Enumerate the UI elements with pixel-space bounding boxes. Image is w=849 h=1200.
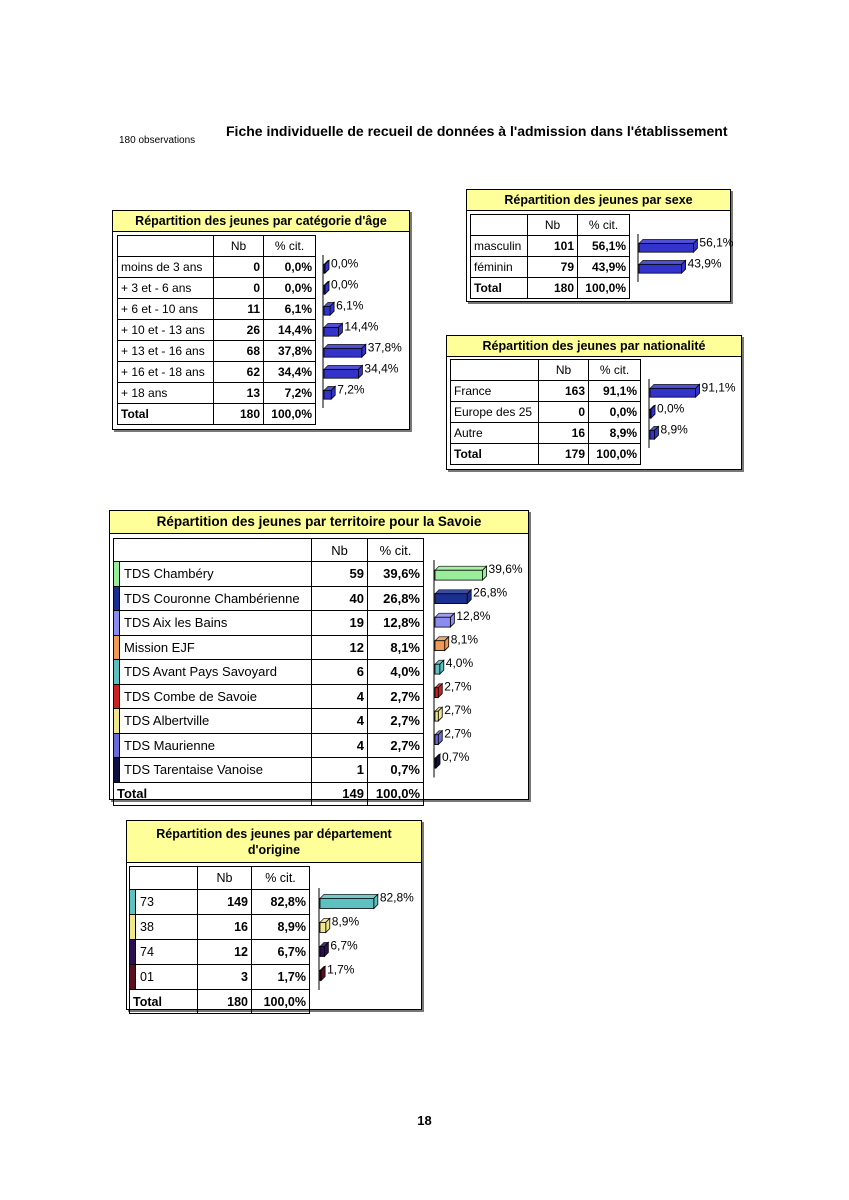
- bar-value-label: 6,7%: [330, 938, 358, 953]
- bar-value-label: 6,1%: [336, 298, 364, 313]
- bar-value-label: 8,9%: [331, 914, 360, 929]
- color-swatch: [130, 915, 136, 939]
- bar: [650, 405, 655, 418]
- row-count: 19: [312, 611, 368, 636]
- table-row: [118, 320, 316, 341]
- color-swatch: [114, 562, 120, 586]
- row-count: 79: [528, 257, 578, 278]
- color-swatch: [130, 890, 136, 914]
- row-count: 3: [198, 965, 252, 990]
- row-label-text: Mission EJF: [124, 639, 195, 655]
- row-label: masculin: [471, 236, 528, 257]
- bar-value-label: 0,7%: [442, 750, 470, 765]
- table-row: [114, 709, 424, 734]
- color-swatch: [114, 587, 120, 611]
- table-row: [451, 381, 641, 402]
- row-percent: 12,8%: [368, 611, 424, 636]
- row-label: [130, 940, 198, 965]
- column-header: [451, 360, 539, 381]
- bar: [435, 731, 442, 745]
- table-row: [114, 611, 424, 636]
- row-percent: 100,0%: [368, 782, 424, 806]
- bar: [324, 344, 366, 357]
- bar-value-label: 43,9%: [687, 256, 722, 271]
- row-label: France: [451, 381, 539, 402]
- row-label: [114, 611, 312, 636]
- row-label: [114, 635, 312, 660]
- row-label-wrap: [114, 734, 311, 758]
- row-count: 149: [312, 782, 368, 806]
- bar: [639, 239, 697, 252]
- row-label-text: 01: [140, 970, 154, 984]
- row-label: + 13 et - 16 ans: [118, 341, 214, 362]
- row-count: 4: [312, 733, 368, 758]
- row-count: 4: [312, 709, 368, 734]
- table-row: [118, 257, 316, 278]
- bar: [435, 707, 442, 721]
- row-label: [114, 562, 312, 587]
- bar-value-label: 14,4%: [344, 319, 379, 334]
- bar-value-label: 2,7%: [444, 726, 472, 741]
- row-percent: 1,7%: [252, 965, 310, 990]
- bar-value-label: 26,8%: [473, 585, 508, 600]
- row-label-wrap: [114, 587, 311, 611]
- row-label: [114, 709, 312, 734]
- color-swatch: [130, 965, 136, 989]
- row-percent: 0,0%: [264, 257, 316, 278]
- row-percent: 0,0%: [264, 278, 316, 299]
- row-label-text: 73: [140, 895, 154, 909]
- row-label: [130, 915, 198, 940]
- row-label-text: TDS Maurienne: [124, 737, 216, 753]
- row-label-wrap: [114, 562, 311, 586]
- row-label: Total: [114, 782, 312, 806]
- bar: [435, 590, 471, 604]
- row-count: 16: [539, 423, 589, 444]
- bar: [650, 426, 658, 439]
- row-label: + 18 ans: [118, 383, 214, 404]
- table-row: [130, 940, 310, 965]
- table-row: [451, 402, 641, 423]
- bar-chart-sexe: [637, 232, 837, 286]
- row-percent: 39,6%: [368, 562, 424, 587]
- row-label: féminin: [471, 257, 528, 278]
- row-label-wrap: [114, 611, 311, 635]
- row-count: 11: [214, 299, 264, 320]
- table-total-row: [451, 444, 641, 465]
- bar: [324, 323, 342, 336]
- column-header: Nb: [528, 215, 578, 236]
- row-percent: 100,0%: [252, 990, 310, 1014]
- table-row: [114, 733, 424, 758]
- row-label-wrap: [114, 636, 311, 660]
- row-count: 4: [312, 684, 368, 709]
- column-header: % cit.: [252, 867, 310, 890]
- table-header-row: [451, 360, 641, 381]
- row-percent: 91,1%: [589, 381, 641, 402]
- row-label: Total: [471, 278, 528, 299]
- row-percent: 6,1%: [264, 299, 316, 320]
- row-percent: 6,7%: [252, 940, 310, 965]
- column-header: % cit.: [589, 360, 641, 381]
- color-swatch: [114, 709, 120, 733]
- row-label: [130, 965, 198, 990]
- color-swatch: [114, 758, 120, 782]
- table-row: [471, 236, 630, 257]
- bar-value-label: 91,1%: [701, 380, 736, 395]
- row-percent: 100,0%: [578, 278, 630, 299]
- bar-value-label: 56,1%: [699, 235, 734, 250]
- table-row: [114, 758, 424, 783]
- row-label: + 10 et - 13 ans: [118, 320, 214, 341]
- row-label: Total: [130, 990, 198, 1014]
- row-percent: 8,9%: [252, 915, 310, 940]
- table-sexe: [470, 214, 630, 299]
- row-label-wrap: [114, 709, 311, 733]
- table-row: [114, 660, 424, 685]
- table-row: [114, 635, 424, 660]
- row-percent: 8,1%: [368, 635, 424, 660]
- row-label-text: TDS Albertville: [124, 713, 210, 729]
- row-label: [130, 890, 198, 915]
- color-swatch: [114, 734, 120, 758]
- bar-value-label: 2,7%: [444, 679, 472, 694]
- bar: [435, 637, 449, 651]
- color-swatch: [130, 940, 136, 964]
- column-header: % cit.: [578, 215, 630, 236]
- bar-value-label: 7,2%: [337, 382, 365, 397]
- row-count: 101: [528, 236, 578, 257]
- bar-value-label: 37,8%: [367, 340, 402, 355]
- bar-chart-departement: [318, 886, 518, 994]
- row-count: 163: [539, 381, 589, 402]
- bar-value-label: 1,7%: [327, 962, 355, 977]
- row-label-text: TDS Combe de Savoie: [124, 688, 257, 704]
- row-count: 16: [198, 915, 252, 940]
- row-label-wrap: [114, 660, 311, 684]
- table-total-row: [471, 278, 630, 299]
- bar-chart-territoire: [433, 558, 633, 782]
- row-count: 26: [214, 320, 264, 341]
- row-percent: 34,4%: [264, 362, 316, 383]
- table-row: [114, 586, 424, 611]
- panel-title-nationalite: Répartition des jeunes par nationalité: [447, 336, 741, 357]
- column-header: [118, 236, 214, 257]
- row-label-text: TDS Tarentaise Vanoise: [124, 762, 263, 778]
- row-percent: 2,7%: [368, 709, 424, 734]
- table-row: [118, 278, 316, 299]
- table-header-row: [130, 867, 310, 890]
- bar: [324, 365, 362, 378]
- table-header-row: [471, 215, 630, 236]
- bar-value-label: 4,0%: [445, 656, 474, 671]
- row-label-text: TDS Avant Pays Savoyard: [124, 664, 277, 680]
- row-label-wrap: [130, 915, 197, 939]
- bar: [435, 660, 444, 674]
- bar: [320, 942, 328, 956]
- row-label-wrap: [130, 965, 197, 989]
- row-percent: 100,0%: [264, 404, 316, 425]
- bar-chart-nationalite: [648, 377, 848, 452]
- row-percent: 56,1%: [578, 236, 630, 257]
- row-count: 0: [539, 402, 589, 423]
- table-row: [118, 383, 316, 404]
- row-percent: 37,8%: [264, 341, 316, 362]
- table-row: [118, 362, 316, 383]
- row-label: [114, 660, 312, 685]
- row-label: Autre: [451, 423, 539, 444]
- bar-value-label: 34,4%: [364, 361, 399, 376]
- color-swatch: [114, 636, 120, 660]
- column-header: Nb: [214, 236, 264, 257]
- table-nationalite: [450, 359, 641, 465]
- table-row: [114, 684, 424, 709]
- row-percent: 14,4%: [264, 320, 316, 341]
- row-percent: 7,2%: [264, 383, 316, 404]
- row-count: 149: [198, 890, 252, 915]
- column-header: % cit.: [368, 539, 424, 562]
- column-header: [471, 215, 528, 236]
- row-count: 180: [528, 278, 578, 299]
- column-header: Nb: [198, 867, 252, 890]
- row-percent: 82,8%: [252, 890, 310, 915]
- table-row: [451, 423, 641, 444]
- table-row: [130, 890, 310, 915]
- bar-value-label: 2,7%: [444, 703, 472, 718]
- table-departement: [129, 866, 310, 1014]
- row-count: 59: [312, 562, 368, 587]
- bar: [324, 386, 335, 399]
- table-total-row: [114, 782, 424, 806]
- row-count: 180: [198, 990, 252, 1014]
- column-header: Nb: [539, 360, 589, 381]
- row-label-text: 74: [140, 945, 154, 959]
- row-percent: 4,0%: [368, 660, 424, 685]
- bar: [324, 302, 334, 315]
- table-row: [471, 257, 630, 278]
- bar-value-label: 82,8%: [379, 890, 414, 905]
- row-percent: 2,7%: [368, 733, 424, 758]
- row-percent: 100,0%: [589, 444, 641, 465]
- column-header: [114, 539, 312, 562]
- row-label: [114, 733, 312, 758]
- row-count: 0: [214, 278, 264, 299]
- bar: [639, 260, 686, 273]
- panel-title-age: Répartition des jeunes par catégorie d'âge: [113, 211, 409, 232]
- table-age: [117, 235, 316, 425]
- column-header: Nb: [312, 539, 368, 562]
- row-count: 12: [198, 940, 252, 965]
- row-label-text: TDS Couronne Chambérienne: [124, 590, 300, 606]
- row-label: + 16 et - 18 ans: [118, 362, 214, 383]
- table-total-row: [130, 990, 310, 1014]
- row-count: 0: [214, 257, 264, 278]
- table-row: [118, 341, 316, 362]
- row-label: [114, 586, 312, 611]
- row-label-wrap: [114, 758, 311, 782]
- table-header-row: [114, 539, 424, 562]
- row-label: Total: [451, 444, 539, 465]
- table-row: [130, 915, 310, 940]
- row-count: 12: [312, 635, 368, 660]
- bar: [320, 894, 378, 908]
- bar: [324, 260, 329, 273]
- bar: [650, 384, 700, 397]
- table-row: [130, 965, 310, 990]
- bar-value-label: 39,6%: [488, 562, 523, 577]
- bar-value-label: 0,0%: [331, 256, 359, 271]
- row-label-wrap: [114, 685, 311, 709]
- table-header-row: [118, 236, 316, 257]
- row-percent: 43,9%: [578, 257, 630, 278]
- bar-value-label: 0,0%: [331, 277, 359, 292]
- row-count: 62: [214, 362, 264, 383]
- bar: [320, 918, 330, 932]
- color-swatch: [114, 660, 120, 684]
- row-label: moins de 3 ans: [118, 257, 214, 278]
- row-label: [114, 758, 312, 783]
- row-label-wrap: [130, 890, 197, 914]
- panel-title-sexe: Répartition des jeunes par sexe: [467, 190, 730, 211]
- row-percent: 26,8%: [368, 586, 424, 611]
- row-label: [114, 684, 312, 709]
- table-territoire: [113, 538, 424, 806]
- bar: [435, 684, 442, 698]
- row-count: 40: [312, 586, 368, 611]
- table-row: [118, 299, 316, 320]
- bar-value-label: 8,9%: [660, 422, 688, 437]
- row-percent: 8,9%: [589, 423, 641, 444]
- row-label: + 6 et - 10 ans: [118, 299, 214, 320]
- page-title: Fiche individuelle de recueil de données à l'admission dans l'établissement: [226, 123, 728, 139]
- bar-value-label: 8,1%: [450, 632, 479, 647]
- row-count: 1: [312, 758, 368, 783]
- bar-value-label: 12,8%: [456, 609, 491, 624]
- row-count: 179: [539, 444, 589, 465]
- bar: [435, 566, 487, 580]
- page-number: 18: [417, 1113, 432, 1128]
- row-count: 6: [312, 660, 368, 685]
- color-swatch: [114, 685, 120, 709]
- row-count: 180: [214, 404, 264, 425]
- row-label: + 3 et - 6 ans: [118, 278, 214, 299]
- color-swatch: [114, 611, 120, 635]
- table-row: [114, 562, 424, 587]
- row-label-text: TDS Aix les Bains: [124, 615, 228, 631]
- row-percent: 0,0%: [589, 402, 641, 423]
- row-percent: 2,7%: [368, 684, 424, 709]
- observations-count: 180 observations: [119, 135, 196, 146]
- row-label-text: TDS Chambéry: [124, 566, 214, 582]
- column-header: % cit.: [264, 236, 316, 257]
- bar: [324, 281, 329, 294]
- row-label-wrap: [130, 940, 197, 964]
- panel-title-departement: Répartition des jeunes par département d'origine: [127, 821, 421, 863]
- bar: [320, 966, 325, 980]
- table-total-row: [118, 404, 316, 425]
- bar: [435, 754, 440, 768]
- row-count: 68: [214, 341, 264, 362]
- bar-value-label: 0,0%: [657, 401, 685, 416]
- row-percent: 0,7%: [368, 758, 424, 783]
- row-label: Europe des 25: [451, 402, 539, 423]
- row-count: 13: [214, 383, 264, 404]
- column-header: [130, 867, 198, 890]
- row-label-text: 38: [140, 920, 154, 934]
- panel-title-territoire: Répartition des jeunes par territoire pour la Savoie: [110, 511, 528, 534]
- bar: [435, 613, 454, 627]
- row-label: Total: [118, 404, 214, 425]
